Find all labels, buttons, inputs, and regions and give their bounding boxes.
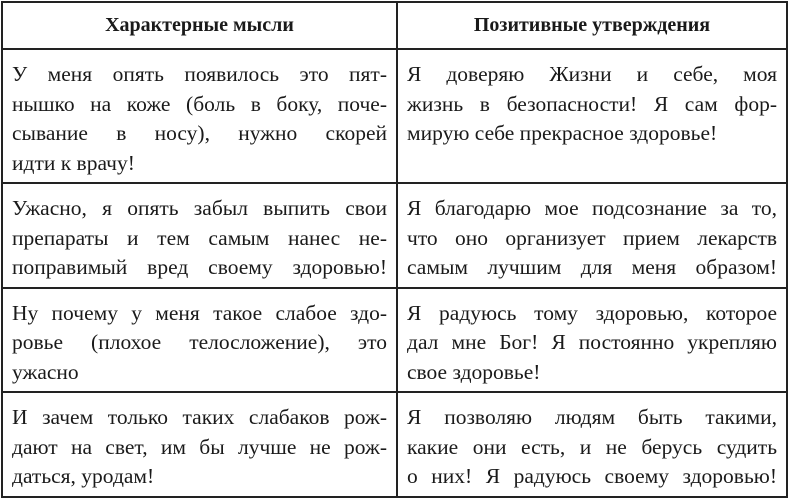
text-line: жизнь в безопасности! Я сам фор- [407,91,777,116]
header-thoughts: Характерные мысли [2,2,397,49]
affirmation-cell [397,183,787,288]
text-line: нышко на коже (боль в боку, поче- [12,91,387,116]
text-line: что оно организует прием лекарств [407,225,777,250]
thought-cell [2,49,397,183]
header-affirmations: Позитивные утверждения [397,2,787,49]
text-line: поправимый вред своему здоровью! [12,255,387,279]
table-row [2,392,787,497]
table-row [2,288,787,393]
thoughts-affirmations-table [1,1,788,498]
text-line: Ну почему у меня такое слабое здо- [12,300,387,325]
text-line: самым лучшим для меня образом! [407,255,777,279]
table-row [2,183,787,288]
text-line: ужасно [12,359,79,384]
text-line: У меня опять появилось это пят- [12,62,387,86]
text-line: Я радуюсь тому здоровью, которое [407,300,777,325]
thought-cell [2,288,397,393]
affirmation-cell [397,288,787,393]
text-line: Ужасно, я опять забыл выпить свои [12,196,387,220]
text-line: о них! Я радуюсь своему здоровью! [407,464,777,488]
text-line: идти к врачу! [12,150,135,175]
text-line: Я позволяю людям быть такими, [407,405,777,429]
table-row [2,49,787,183]
text-line: И зачем только таких слабаков рож- [12,405,387,429]
text-line: Я доверяю Жизни и себе, моя [407,62,777,86]
thought-cell [2,183,397,288]
text-line: препараты и тем самым нанес не- [12,225,387,250]
text-line: свое здоровье! [407,359,541,384]
text-line: ровье (плохое телосложение), это [12,330,387,354]
header-row [2,2,787,49]
text-line: дают на свет, им бы лучше не рож- [12,434,387,459]
text-line: дал мне Бог! Я постоянно укрепляю [407,330,777,354]
text-line: мирую себе прекрасное здоровье! [407,121,718,145]
thought-cell [2,392,397,497]
text-line: даться, уродам! [12,464,155,488]
text-line: Я благодарю мое подсознание за то, [407,196,777,220]
text-line: сывание в носу), нужно скорей [12,121,387,145]
text-line: какие они есть, и не берусь судить [407,434,777,459]
affirmation-cell [397,392,787,497]
affirmation-cell [397,49,787,183]
